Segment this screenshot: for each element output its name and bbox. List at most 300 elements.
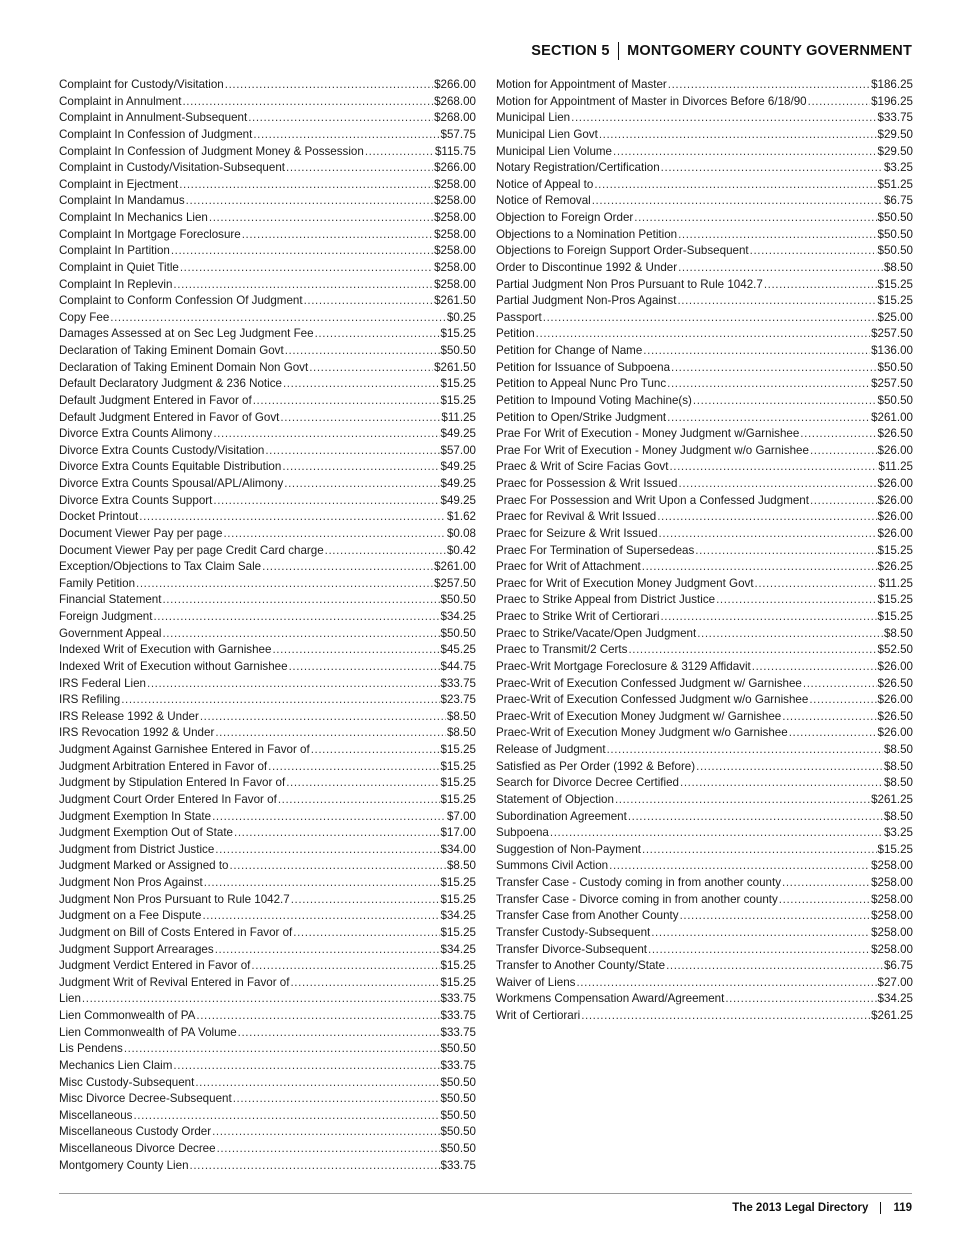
fee-price: $266.00 [434,78,476,91]
dot-leader [642,559,877,576]
fee-name: IRS Revocation 1992 & Under [59,726,215,740]
fee-price: $257.50 [871,377,913,391]
fee-name: Notice of Appeal to [496,177,594,191]
dot-leader [764,277,877,294]
fee-name: Praec-Writ of Execution Confessed Judgment w/o Garnishee [496,693,809,707]
fee-price: $50.50 [877,360,913,374]
fee-price: $15.25 [440,327,476,341]
dot-leader [365,144,434,161]
dot-leader [810,443,877,460]
dot-leader [789,725,877,742]
fee-row [496,775,913,792]
fee-price: $268.00 [434,111,476,125]
fee-row [59,210,476,227]
dot-leader [315,326,440,343]
fee-price: $11.25 [878,460,913,474]
dot-leader [215,725,446,742]
dot-leader [677,293,876,310]
dot-leader [212,1124,439,1141]
dot-leader [628,642,876,659]
dot-leader [202,908,439,925]
fee-price: $11.25 [878,576,913,590]
fee-price: $15.25 [877,294,913,308]
fee-price: $258.00 [434,177,476,191]
fee-price: $136.00 [871,344,913,357]
dot-leader [213,426,439,443]
fee-row [59,709,476,726]
dot-leader [238,1025,440,1042]
fee-row [496,509,913,526]
fee-price: $26.00 [877,477,913,490]
fee-name: Praec for Possession & Writ Issued [496,477,678,490]
fee-row [496,642,913,659]
fee-name: Complaint in Ejectment [59,177,179,191]
fee-name: Search for Divorce Decree Certified [496,776,679,790]
dot-leader [634,210,876,227]
fee-price: $15.25 [877,277,913,291]
fee-name: Complaint In Mandamus [59,194,185,208]
fee-row [59,493,476,510]
fee-price: $26.00 [877,493,913,507]
fee-name: Praec For Termination of Supersedeas [496,543,695,557]
fee-row [59,260,476,277]
fee-price: $29.50 [877,127,913,141]
fee-name: Objection to Foreign Order [496,211,634,224]
dot-leader [82,991,440,1008]
fee-price: $15.25 [440,892,476,906]
fee-price: $26.25 [877,560,913,574]
fee-price: $26.00 [877,510,913,524]
fee-price: $50.50 [877,393,913,407]
fee-row [496,210,913,227]
fee-row [496,260,913,277]
fee-name: Transfer Case - Custody coming in from another county [496,876,782,889]
fee-price: $34.25 [440,909,476,923]
dot-leader [325,543,446,560]
fee-row [496,892,913,909]
dot-leader [265,443,439,460]
dot-leader [204,875,440,892]
fee-price: $50.50 [877,227,913,241]
dot-leader [223,526,446,543]
dot-leader [671,360,877,377]
fee-price: $33.75 [440,992,476,1006]
fee-price: $49.25 [440,493,476,507]
fee-name: Objections to a Nomination Petition [496,227,678,241]
fee-name: Writ of Certiorari [496,1009,581,1022]
fee-name: Declaration of Taking Eminent Domain Non Govt [59,360,309,374]
fee-row [59,426,476,443]
fee-name: Satisfied as Per Order (1992 & Before) [496,759,696,773]
fee-row [496,709,913,726]
fee-name: Petition to Appeal Nunc Pro Tunc [496,377,667,391]
fee-price: $50.50 [440,1042,476,1056]
fee-name: Praec to Strike Appeal from District Justice [496,593,716,607]
dot-leader [659,526,877,543]
fee-row [59,459,476,476]
dot-leader [173,1058,439,1075]
fee-price: $33.75 [877,111,913,125]
dot-leader [272,642,439,659]
fee-price: $15.25 [440,876,476,889]
dot-leader [716,592,876,609]
fee-row [496,177,913,194]
fee-name: Partial Judgment Non Pros Pursuant to Rule 1042.7 [496,277,763,291]
fee-price: $8.50 [883,260,913,274]
fee-row [496,609,913,626]
fee-name: Complaint In Confession of Judgment Money & Possession [59,144,364,158]
fee-row [496,958,913,975]
fee-price: $33.75 [440,1025,476,1039]
fee-name: Lien [59,992,81,1006]
publication-title: The 2013 Legal Directory [732,1202,869,1214]
dot-leader [136,576,433,593]
fee-row [59,326,476,343]
fee-name: Misc Custody-Subsequent [59,1075,195,1089]
fee-row [59,858,476,875]
fee-name: Notice of Removal [496,194,591,208]
fee-price: $261.25 [871,792,913,806]
fee-row [496,825,913,842]
fee-price: $258.00 [434,244,476,258]
fee-row [59,609,476,626]
fee-name: Waiver of Liens [496,975,576,989]
fee-price: $257.50 [434,576,476,590]
fee-price: $15.25 [440,759,476,773]
fee-name: Divorce Extra Counts Alimony [59,427,213,441]
dot-leader [651,925,870,942]
fee-row [59,227,476,244]
fee-name: Praec to Strike Writ of Certiorari [496,610,660,623]
fee-row [59,1075,476,1092]
fee-row [59,144,476,161]
fee-row [496,809,913,826]
fee-row [496,144,913,161]
fee-price: $257.50 [871,327,913,341]
fee-price: $268.00 [434,94,476,108]
fee-price: $27.00 [877,975,913,989]
fee-name: Transfer Case - Divorce coming in from another county [496,892,778,906]
fee-price: $50.50 [440,626,476,640]
dot-leader [153,609,439,626]
fee-name: Petition [496,327,535,341]
dot-leader [808,94,870,111]
fee-price: $6.75 [883,959,913,973]
dot-leader [286,775,439,792]
fee-price: $50.50 [440,1075,476,1089]
dot-leader [225,77,433,94]
fee-name: Complaint In Mortgage Foreclosure [59,227,241,241]
dot-leader [139,509,446,526]
dot-leader [124,1041,440,1058]
fee-name: Praec-Writ Mortgage Foreclosure & 3129 Affidavit [496,659,751,673]
fee-name: Complaint in Annulment-Subsequent [59,111,248,125]
fee-name: Indexed Writ of Execution without Garnishee [59,659,288,673]
dot-leader [779,892,870,909]
dot-leader [215,842,439,859]
fee-price: $50.50 [440,1108,476,1122]
fee-row [496,676,913,693]
fee-price: $15.25 [877,842,913,856]
footer-divider [59,1193,912,1194]
fee-name: Praec-Writ of Execution Confessed Judgment w/ Garnishee [496,676,802,690]
fee-name: Default Declaratory Judgment & 236 Notice [59,377,282,391]
fee-price: $34.25 [440,942,476,956]
section-title: MONTGOMERY COUNTY GOVERNMENT [627,43,912,59]
fee-name: Complaint for Custody/Visitation [59,78,224,91]
fee-row [496,193,913,210]
fee-name: Montgomery County Lien [59,1158,189,1172]
fee-name: Divorce Extra Counts Support [59,493,213,507]
dot-leader [262,559,433,576]
dot-leader [607,742,883,759]
fee-name: Judgment Non Pros Pursuant to Rule 1042.7 [59,892,290,906]
fee-price: $26.00 [877,526,913,540]
dot-leader [576,975,876,992]
fee-price: $15.25 [440,743,476,756]
fee-price: $49.25 [440,477,476,490]
fee-price: $8.50 [883,759,913,773]
fee-price: $261.25 [871,1009,913,1022]
fee-name: Miscellaneous Custody Order [59,1125,212,1139]
fee-name: Complaint to Conform Confession Of Judgment [59,294,303,308]
fee-price: $52.50 [877,643,913,657]
fee-row [496,908,913,925]
fee-row [59,991,476,1008]
fee-price: $50.50 [440,593,476,607]
fee-row [59,277,476,294]
dot-leader [657,509,876,526]
fee-row [59,1108,476,1125]
fee-row [496,543,913,560]
fee-row [496,127,913,144]
dot-leader [121,692,439,709]
dot-leader [268,759,439,776]
dot-leader [196,1008,439,1025]
dot-leader [696,759,883,776]
fee-price: $15.25 [877,610,913,623]
fee-row [59,576,476,593]
fee-name: Lien Commonwealth of PA [59,1009,196,1022]
fee-price: $49.25 [440,460,476,474]
fee-row [59,410,476,427]
fee-name: Miscellaneous [59,1108,133,1122]
fee-name: Release of Judgment [496,743,606,756]
fee-name: Complaint in Annulment [59,94,182,108]
fee-row [59,94,476,111]
fee-price: $15.25 [440,393,476,407]
fee-row [59,509,476,526]
fee-row [59,293,476,310]
fee-name: Divorce Extra Counts Equitable Distribution [59,460,282,474]
fee-price: $261.50 [434,360,476,374]
fee-name: Praec for Writ of Execution Money Judgment Govt [496,576,754,590]
fee-price: $115.75 [434,144,476,158]
fee-row [59,892,476,909]
fee-row [59,792,476,809]
fee-price: $26.00 [877,659,913,673]
fee-name: Judgment Court Order Entered In Favor of [59,792,277,806]
fee-row [496,858,913,875]
fee-row [496,376,913,393]
fee-row [59,243,476,260]
fee-list-left-column [59,77,476,1174]
dot-leader [253,393,440,410]
fee-row [496,742,913,759]
header-divider [618,42,620,60]
dot-leader [173,277,433,294]
dot-leader [195,1075,439,1092]
fee-row [496,842,913,859]
fee-price: $34.00 [440,842,476,856]
dot-leader [571,110,876,127]
fee-row [496,393,913,410]
fee-name: Judgment Verdict Entered in Favor of [59,959,251,973]
fee-name: Declaration of Taking Eminent Domain Govt [59,344,284,357]
dot-leader [800,426,876,443]
fee-price: $186.25 [871,78,913,91]
fee-price: $258.00 [434,277,476,291]
fee-row [59,543,476,560]
fee-row [496,160,913,177]
dot-leader [543,310,877,327]
dot-leader [536,326,870,343]
fee-price: $45.25 [440,643,476,657]
fee-name: Default Judgment Entered in Favor of [59,393,252,407]
dot-leader [253,127,439,144]
dot-leader [803,676,877,693]
fee-row [496,343,913,360]
fee-list-right-column [496,77,913,1025]
fee-row [496,559,913,576]
fee-row [59,1058,476,1075]
fee-price: $8.50 [883,776,913,790]
fee-price: $26.50 [877,427,913,441]
fee-name: Complaint In Replevin [59,277,173,291]
fee-name: Damages Assessed at on Sec Leg Judgment Fee [59,327,314,341]
fee-row [59,559,476,576]
fee-price: $1.62 [446,510,476,524]
dot-leader [809,692,876,709]
fee-row [496,293,913,310]
fee-row [59,875,476,892]
fee-row [59,759,476,776]
fee-row [59,343,476,360]
fee-name: Default Judgment Entered in Favor of Govt [59,410,280,424]
fee-name: Misc Divorce Decree-Subsequent [59,1092,232,1106]
fee-row [59,1158,476,1175]
dot-leader [678,260,883,277]
fee-price: $3.25 [883,826,913,840]
fee-name: Statement of Objection [496,792,614,806]
dot-leader [304,293,433,310]
dot-leader [248,110,433,127]
dot-leader [234,825,440,842]
dot-leader [186,193,433,210]
fee-name: Petition for Change of Name [496,344,643,357]
fee-row [59,725,476,742]
fee-row [496,360,913,377]
dot-leader [581,1008,870,1025]
fee-name: Petition to Impound Voting Machine(s) [496,393,692,407]
fee-price: $50.50 [877,244,913,258]
dot-leader [693,393,877,410]
fee-price: $15.25 [440,975,476,989]
fee-name: Document Viewer Pay per page [59,526,223,540]
fee-row [59,958,476,975]
fee-price: $258.00 [871,876,913,889]
fee-name: Judgment Arbitration Entered in Favor of [59,759,268,773]
dot-leader [661,160,883,177]
dot-leader [615,792,870,809]
fee-row [496,1008,913,1025]
fee-price: $7.00 [446,809,476,823]
dot-leader [750,243,877,260]
fee-name: Notary Registration/Certification [496,161,660,175]
fee-name: Motion for Appointment of Master [496,78,667,91]
fee-name: IRS Federal Lien [59,676,146,690]
fee-row [59,310,476,327]
fee-name: Praec-Writ of Execution Money Judgment w/o Garnishee [496,726,788,740]
dot-leader [180,260,433,277]
dot-leader [678,227,876,244]
fee-price: $17.00 [440,826,476,840]
fee-price: $50.50 [440,1125,476,1139]
fee-price: $15.25 [440,925,476,939]
fee-price: $50.50 [440,344,476,357]
fee-price: $8.50 [446,709,476,723]
fee-name: Divorce Extra Counts Custody/Visitation [59,443,265,457]
fee-price: $57.00 [440,443,476,457]
fee-row [59,642,476,659]
dot-leader [182,94,433,111]
dot-leader [251,958,439,975]
dot-leader [669,459,877,476]
fee-price: $258.00 [871,942,913,956]
dot-leader [285,343,440,360]
dot-leader [609,858,870,875]
fee-price: $261.50 [434,294,476,308]
fee-price: $258.00 [871,909,913,923]
fee-name: Passport [496,310,542,324]
dot-leader [782,709,876,726]
fee-row [59,360,476,377]
fee-name: Complaint In Confession of Judgment [59,127,253,141]
fee-row [59,160,476,177]
fee-price: $50.50 [877,211,913,224]
dot-leader [594,177,876,194]
fee-price: $258.00 [871,925,913,939]
fee-price: $15.25 [877,543,913,557]
fee-row [496,991,913,1008]
fee-name: Municipal Lien Volume [496,144,613,158]
fee-row [496,875,913,892]
fee-name: Suggestion of Non-Payment [496,842,642,856]
fee-price: $8.50 [446,726,476,740]
fee-name: Docket Printout [59,510,139,524]
fee-price: $15.25 [877,593,913,607]
fee-price: $258.00 [871,892,913,906]
dot-leader [242,227,433,244]
fee-name: Prae For Writ of Execution - Money Judgment w/Garnishee [496,427,800,441]
fee-price: $26.00 [877,693,913,707]
fee-price: $51.25 [877,177,913,191]
fee-name: Municipal Lien [496,111,571,125]
fee-name: Family Petition [59,576,136,590]
fee-name: Subpoena [496,826,549,840]
dot-leader [666,958,883,975]
fee-price: $57.75 [440,127,476,141]
